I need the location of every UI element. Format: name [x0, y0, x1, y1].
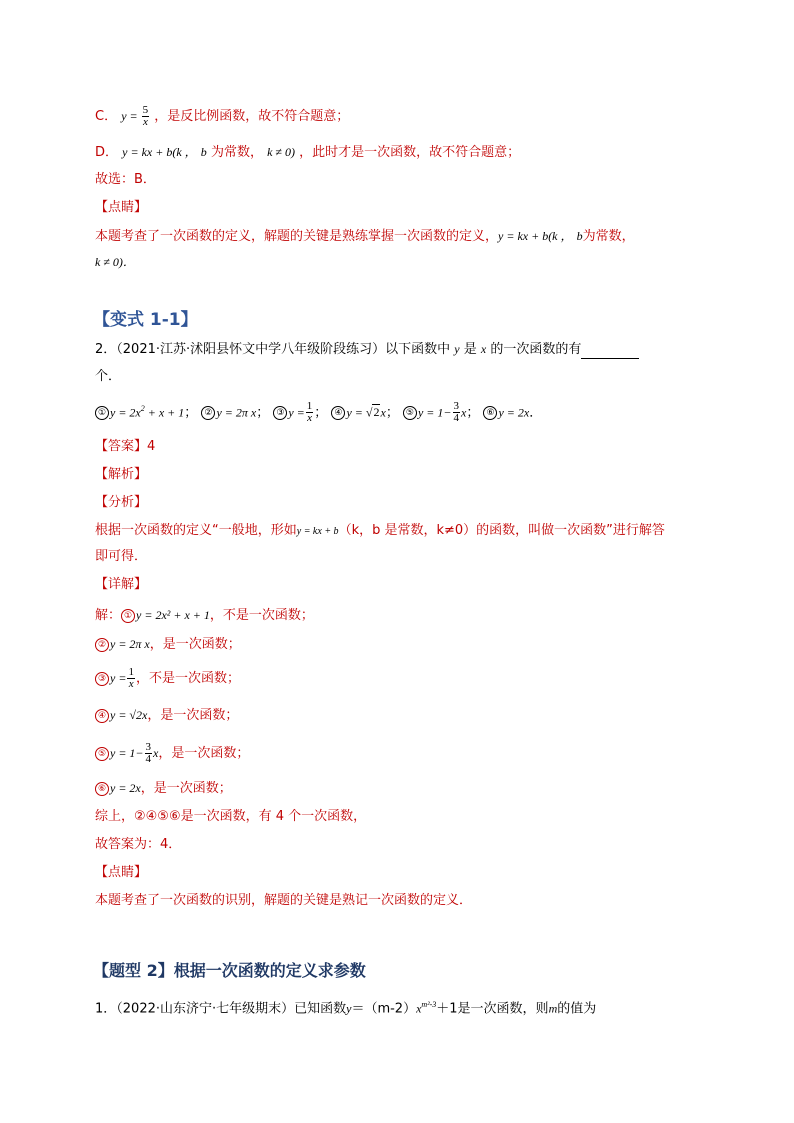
denominator: x [128, 678, 134, 690]
formula: x [461, 405, 467, 420]
formula-b: b [200, 145, 207, 159]
question-text: ＋1 [436, 1001, 458, 1017]
formula: y = 2π x [216, 405, 257, 420]
fraction [145, 742, 153, 765]
option-text: ，此时才是一次函数，故不符合题意； [299, 145, 521, 160]
step-prefix: 解： [95, 608, 122, 623]
option-label: D． [95, 145, 119, 160]
jiexi-tag: 【解析】 [95, 467, 148, 482]
step-text: ，是一次函数； [149, 637, 241, 652]
formula: y = kx + b(k ， [122, 145, 197, 159]
question-text: 是一次函数，则 [457, 1001, 549, 1017]
number-badge: ① [121, 609, 135, 623]
question-1 [95, 996, 596, 1018]
number-badge: ④ [95, 709, 109, 723]
number-badge: ③ [273, 406, 287, 420]
step-text: ，是一次函数； [147, 708, 239, 723]
step-text: ，不是一次函数； [209, 608, 314, 623]
denominator: 4 [145, 753, 152, 765]
step-6 [95, 779, 232, 798]
step-1 [95, 606, 314, 625]
separator: ； [256, 405, 270, 421]
fenxi-tag: 【分析】 [95, 495, 148, 510]
formula: + x + 1 [144, 405, 185, 420]
number-badge: ① [95, 406, 109, 420]
formula: y = 2x² + x + 1 [136, 608, 210, 622]
final-answer: 故答案为：4． [95, 837, 182, 852]
dianjing-text-2: 本题考查了一次函数的识别，解题的关键是熟记一次函数的定义． [95, 893, 473, 908]
formula: y = [121, 109, 141, 123]
dianjing-line [95, 227, 635, 246]
number-badge: ⑥ [483, 406, 497, 420]
formula: y = 2x [110, 781, 141, 795]
question-text: 是 [459, 342, 481, 357]
numerator: 1 [128, 666, 134, 678]
answer-tag: 【答案】 [95, 439, 148, 454]
fraction [127, 667, 135, 690]
formula-b: b [576, 229, 583, 243]
answer-blank[interactable] [581, 344, 639, 359]
formula: x [153, 746, 159, 760]
fraction [142, 105, 150, 128]
option-text: ，是反比例函数，故不符合题意； [154, 109, 350, 124]
question-text: 1．（2022·山东济宁·七年级期末）已知函数 [95, 1001, 347, 1017]
option-c [95, 105, 349, 128]
fraction [306, 401, 314, 424]
step-text: ，不是一次函数； [135, 671, 240, 686]
number-badge: ② [201, 406, 215, 420]
dianjing-line2 [95, 253, 135, 272]
separator: ； [466, 405, 480, 421]
answer-value: 4 [147, 439, 156, 454]
step-5 [95, 742, 249, 765]
step-4 [95, 706, 238, 725]
fraction [453, 401, 461, 424]
formula: y = 1− [417, 405, 452, 420]
denominator: 4 [453, 412, 459, 425]
separator: ； [314, 405, 328, 421]
question-text: 的一次函数的有 [486, 342, 582, 357]
question-2-cont: 个． [95, 369, 122, 384]
numerator: 3 [453, 400, 459, 413]
answer-line [95, 438, 155, 456]
formula: y = √2x [110, 708, 148, 722]
var-x: x [480, 342, 487, 356]
var-x: x [416, 1001, 422, 1016]
text: 为常数， [582, 229, 635, 244]
separator: ； [385, 405, 399, 421]
question-options [95, 400, 542, 424]
var-y: y [346, 1001, 352, 1016]
separator: ． [529, 405, 543, 421]
option-d [95, 143, 520, 162]
formula: y = [288, 405, 305, 420]
number-badge: ③ [95, 672, 109, 686]
formula: y = 2π x [110, 637, 150, 651]
numerator: 3 [145, 741, 152, 753]
xiangjie-tag: 【详解】 [95, 577, 148, 592]
summary-line: 综上，②④⑤⑥是一次函数，有 4 个一次函数， [95, 809, 367, 824]
radicand: 2 [373, 405, 380, 420]
var-y: y [454, 342, 460, 356]
condition: k ≠ 0)． [95, 255, 135, 269]
exponent: m²-3 [421, 1000, 437, 1009]
question-2 [95, 340, 639, 359]
step-2 [95, 635, 241, 654]
fenxi-line2: 即可得． [95, 549, 148, 564]
var-m: m [548, 1001, 558, 1016]
formula: x [380, 405, 386, 420]
question-text: ＝（m-2） [351, 1001, 417, 1017]
number-badge: ④ [331, 406, 345, 420]
option-label: C． [95, 109, 118, 124]
question-text: 的值为 [557, 1001, 597, 1017]
formula: y = 2x [498, 405, 530, 420]
numerator: 1 [306, 400, 313, 413]
sqrt-sign: √ [365, 405, 373, 420]
number-badge: ⑤ [403, 406, 417, 420]
formula: y = 2x [110, 405, 141, 420]
section-heading: 【题型 2】根据一次函数的定义求参数 [93, 961, 366, 980]
choose-line: 故选：B． [95, 172, 156, 187]
numerator: 5 [142, 104, 149, 116]
fenxi-line [95, 522, 665, 541]
text: 根据一次函数的定义“一般地，形如 [95, 523, 297, 538]
step-text: ，是一次函数； [158, 746, 250, 761]
exponent: 2 [140, 404, 145, 413]
variant-heading: 【变式 1-1】 [93, 310, 198, 330]
dianjing-tag: 【点睛】 [95, 200, 148, 215]
condition: k ≠ 0) [267, 145, 296, 159]
separator: ； [184, 405, 198, 421]
text: （k，b 是常数，k≠0）的函数，叫做一次函数”进行解答 [338, 523, 665, 538]
denominator: x [307, 412, 312, 425]
formula: y = kx + b [296, 526, 339, 537]
denominator: x [142, 116, 148, 128]
formula: y = kx + b(k ， [498, 229, 573, 243]
number-badge: ⑤ [95, 747, 109, 761]
step-3 [95, 667, 240, 690]
option-text: 为常数， [210, 145, 263, 160]
number-badge: ② [95, 638, 109, 652]
dianjing-tag-2: 【点睛】 [95, 865, 148, 880]
text: 本题考查了一次函数的定义，解题的关键是熟练掌握一次函数的定义， [95, 229, 499, 244]
step-text: ，是一次函数； [140, 781, 232, 796]
formula: y = 1− [110, 746, 144, 760]
question-text: 2．（2021·江苏·沭阳县怀文中学八年级阶段练习）以下函数中 [95, 342, 451, 357]
number-badge: ⑥ [95, 782, 109, 796]
formula: y = [346, 405, 366, 420]
formula: y = [110, 671, 127, 685]
